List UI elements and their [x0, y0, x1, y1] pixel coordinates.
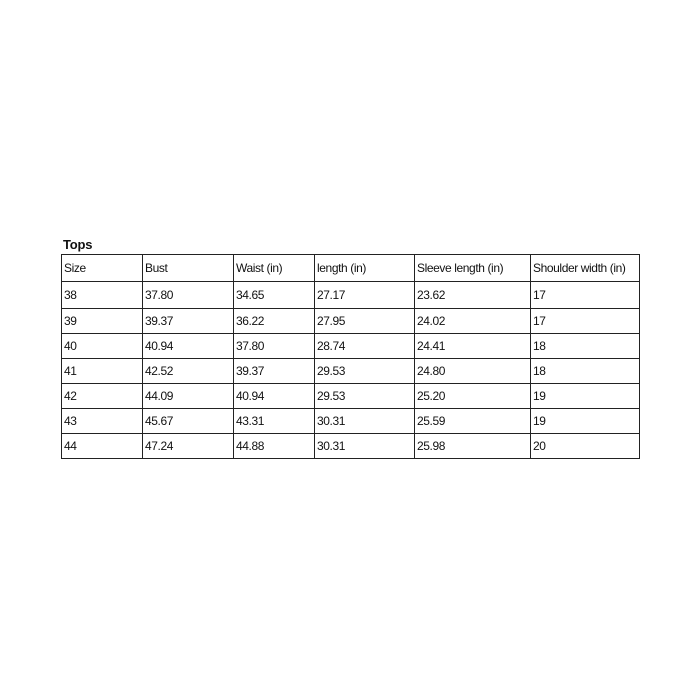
table-cell: 39 [62, 309, 143, 334]
table-row [62, 334, 640, 359]
table-cell: 38 [62, 282, 143, 309]
table-cell: 44.09 [143, 384, 234, 409]
header-row [62, 255, 640, 282]
table-cell: 43 [62, 409, 143, 434]
table-cell: 18 [531, 334, 640, 359]
table-cell: 44 [62, 434, 143, 459]
table-cell: 23.62 [415, 282, 531, 309]
table-cell: 40.94 [234, 384, 315, 409]
table-row [62, 282, 640, 309]
table-cell: 43.31 [234, 409, 315, 434]
column-header: length (in) [315, 255, 415, 282]
table-cell: 47.24 [143, 434, 234, 459]
table-cell: 44.88 [234, 434, 315, 459]
column-header: Sleeve length (in) [415, 255, 531, 282]
table-row [62, 434, 640, 459]
table-cell: 37.80 [234, 334, 315, 359]
table-cell: 24.41 [415, 334, 531, 359]
table-cell: 25.20 [415, 384, 531, 409]
table-cell: 18 [531, 359, 640, 384]
column-header: Shoulder width (in) [531, 255, 640, 282]
table-cell: 24.02 [415, 309, 531, 334]
size-chart [61, 236, 640, 459]
column-header: Size [62, 255, 143, 282]
table-cell: 41 [62, 359, 143, 384]
table-cell: 42.52 [143, 359, 234, 384]
table-cell: 36.22 [234, 309, 315, 334]
column-header: Waist (in) [234, 255, 315, 282]
table-cell: 30.31 [315, 434, 415, 459]
table-cell: 40.94 [143, 334, 234, 359]
table-row [62, 409, 640, 434]
table-cell: 17 [531, 282, 640, 309]
table-cell: 25.59 [415, 409, 531, 434]
table-cell: 27.17 [315, 282, 415, 309]
table-cell: 37.80 [143, 282, 234, 309]
table-cell: 30.31 [315, 409, 415, 434]
table-cell: 45.67 [143, 409, 234, 434]
table-cell: 19 [531, 384, 640, 409]
table-cell: 19 [531, 409, 640, 434]
table-cell: 24.80 [415, 359, 531, 384]
table-row [62, 359, 640, 384]
table-row [62, 309, 640, 334]
table-cell: 20 [531, 434, 640, 459]
table-row [62, 384, 640, 409]
size-table [61, 254, 640, 459]
table-cell: 39.37 [143, 309, 234, 334]
chart-title: Tops [63, 237, 93, 252]
table-cell: 40 [62, 334, 143, 359]
table-cell: 42 [62, 384, 143, 409]
table-cell: 39.37 [234, 359, 315, 384]
table-cell: 29.53 [315, 359, 415, 384]
table-cell: 17 [531, 309, 640, 334]
table-cell: 29.53 [315, 384, 415, 409]
table-cell: 25.98 [415, 434, 531, 459]
table-cell: 34.65 [234, 282, 315, 309]
column-header: Bust [143, 255, 234, 282]
table-cell: 28.74 [315, 334, 415, 359]
table-cell: 27.95 [315, 309, 415, 334]
